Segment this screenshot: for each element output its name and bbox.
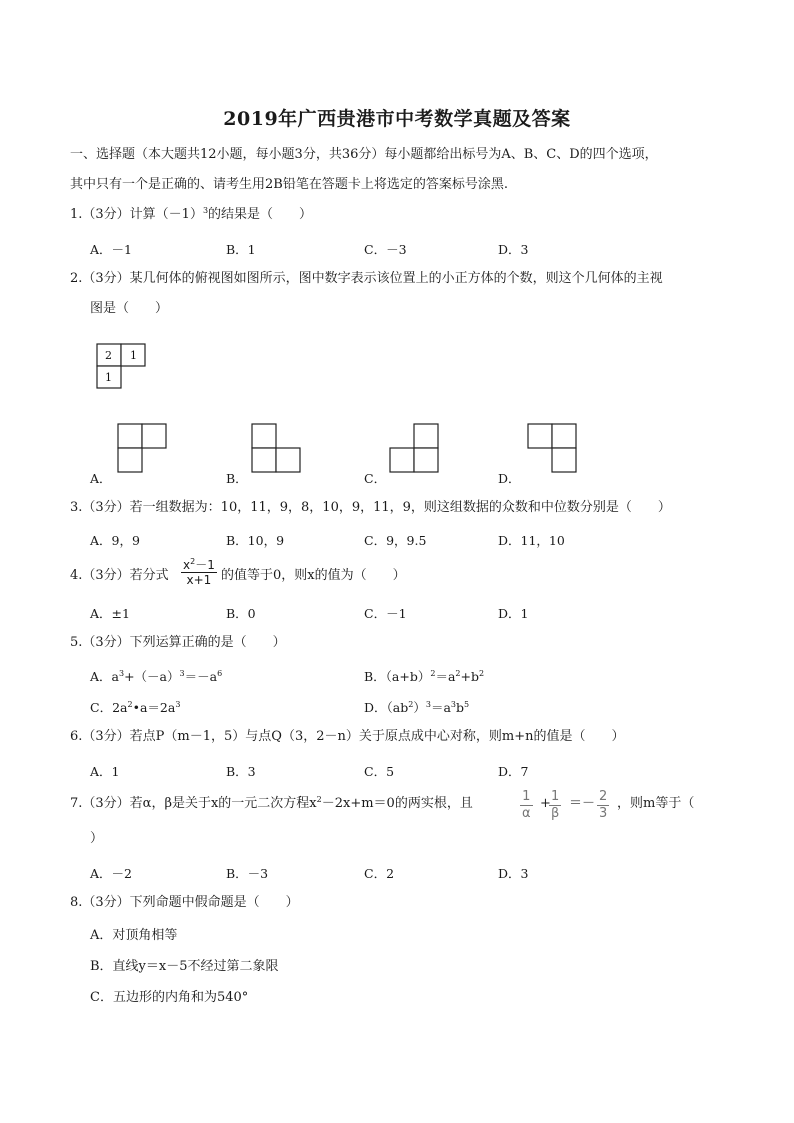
q1-option-b: B．1 [226,242,256,257]
q7-fraction-1-over-alpha: $\frac{1}{\alpha}$ [522,789,531,821]
q4-option-b: B．0 [226,606,256,621]
q8-option-b: B．直线y＝x－5不经过第二象限 [90,959,279,974]
question-7-stem-line2: ） [90,831,104,846]
question-2-stem-line2: 图是（ ） [90,301,169,316]
q4-option-a: A．±1 [90,606,130,621]
q1-option-d: D．3 [498,242,529,257]
q4-fraction [181,558,217,587]
q2-option-b-label: B． [226,471,248,486]
q7-option-d: D．3 [498,866,529,881]
q2-option-d-figure [528,424,576,472]
q8-option-a: A．对顶角相等 [90,928,178,943]
top-view-count-1: 2 [105,349,112,362]
q1-option-a: A．－1 [90,242,132,257]
q7-fraction-two-thirds: $\frac{2}{3}$ [599,789,608,821]
section-instruction-line2: 其中只有一个是正确的、请考生用2B铅笔在答题卡上将选定的答案标号涂黑. [70,177,508,192]
question-6-stem: 6.（3分）若点P（m－1，5）与点Q（3，2－n）关于原点成中心对称，则m+n的值是（ ） [70,729,625,744]
q5-option-d: D．$(ab^2)^3=a^3b^5$ [364,700,470,715]
section-instruction-line1: 一、选择题（本大题共12小题，每小题3分，共36分）每小题都给出标号为A、B、C、D的四个选项， [70,147,658,162]
question-4-stem-pre: 4.（3分）若分式 [70,568,169,583]
q4-option-d: D．1 [498,606,529,621]
q8-option-c: C．五边形的内角和为540° [90,990,249,1005]
q7-equals-minus: ＝－ [569,796,596,811]
q3-option-b: B．10，9 [226,533,285,548]
q2-option-b-figure [252,424,300,472]
question-3-stem: 3.（3分）若一组数据为：10，11，9，8，10，9，11，9，则这组数据的众数和中位数分别是（ ） [70,500,671,515]
q2-option-c-figure [390,424,438,472]
q7-option-a: A．－2 [90,866,132,881]
q3-option-d: D．11，10 [498,533,565,548]
q7-plus-sign: + [540,796,551,811]
q5-option-b: B．$(a+b)^2=a^2+b^2$ [364,669,485,684]
q2-figures [0,0,794,500]
question-7-stem-post: ，则m等于（ [617,796,695,811]
question-1-stem: 1.（3分）计算$(-1)^3$的结果是（ ） [70,206,313,222]
top-view-count-2: 1 [130,349,137,362]
question-5-stem: 5.（3分）下列运算正确的是（ ） [70,635,286,650]
q3-option-c: C．9，9.5 [364,533,427,548]
q2-option-d-label: D． [498,471,521,486]
q4-fraction-numerator: $x^2-1$ [183,557,215,572]
q1-option-c: C．－3 [364,242,407,257]
q5-option-c: C．$2a^2•a=2a^3$ [90,700,181,715]
q6-option-c: C．5 [364,764,395,779]
question-8-stem: 8.（3分）下列命题中假命题是（ ） [70,895,299,910]
q6-option-d: D．7 [498,764,529,779]
question-2-stem-line1: 2.（3分）某几何体的俯视图如图所示，图中数字表示该位置上的小正方体的个数，则这个几何体的主视 [70,271,663,286]
q4-option-c: C．－1 [364,606,407,621]
q6-option-a: A．1 [90,764,120,779]
q4-fraction-denominator: x+1 [186,573,212,587]
page-title: 2019年广西贵港市中考数学真题及答案 [223,108,571,130]
q3-option-a: A．9，9 [90,533,140,548]
q2-top-view [97,344,145,388]
q2-option-c-label: C． [364,471,387,486]
question-7-stem-pre: 7.（3分）若α，β是关于x的一元二次方程$x^2-2x+m=0$的两实根，且 [70,795,473,811]
top-view-count-3: 1 [105,371,112,384]
q5-option-a: A．$a^3+(-a)^3=-a^6$ [90,669,223,684]
q7-option-c: C．2 [364,866,395,881]
q7-option-b: B．－3 [226,866,269,881]
q6-option-b: B．3 [226,764,256,779]
q2-option-a-label: A． [90,471,112,486]
q2-option-a-figure [118,424,166,472]
q7-fraction-1-over-beta: $\frac{1}{\beta}$ [551,789,560,821]
question-4-stem-post: 的值等于0，则x的值为（ ） [221,568,406,583]
